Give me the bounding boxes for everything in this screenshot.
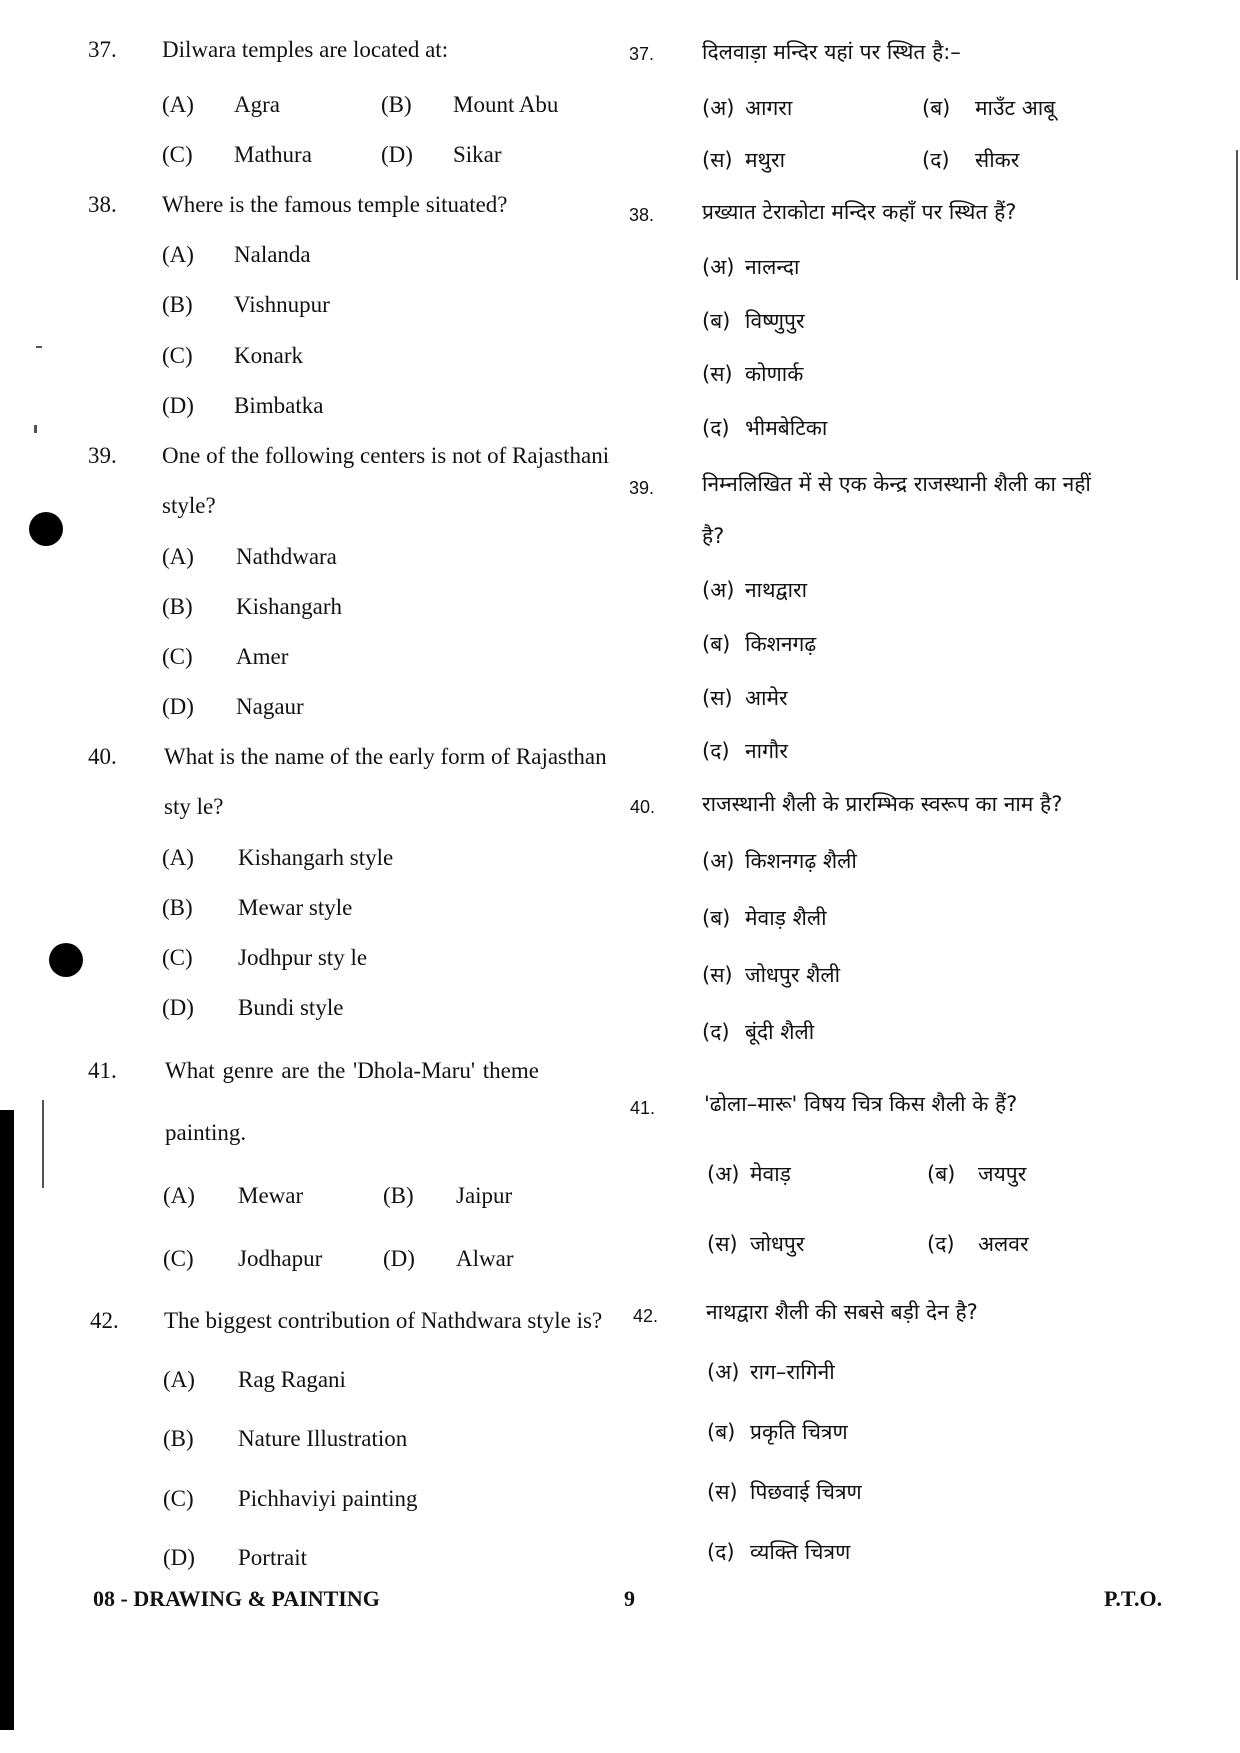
option-text: Bimbatka (234, 393, 324, 418)
option-text: जोधपुर शैली (745, 963, 841, 987)
page-number: 9 (624, 1586, 635, 1611)
option-label: (D) (162, 995, 194, 1020)
option-label: (ब) (702, 632, 731, 656)
question-text: दिलवाड़ा मन्दिर यहां पर स्थित है:– (702, 40, 961, 64)
option-label: (B) (381, 92, 412, 117)
option-text: Jodhapur (238, 1246, 323, 1271)
option-text: कोणार्क (745, 362, 804, 386)
question-text: 'ढोला–मारू' विषय चित्र किस शैली के हैं? (704, 1092, 1018, 1116)
option-text: व्यक्ति चित्रण (750, 1540, 851, 1564)
scan-speck (42, 1100, 44, 1188)
option-text: Nagaur (236, 694, 304, 719)
option-label: (द) (702, 739, 730, 763)
option-label: (अ) (707, 1360, 740, 1384)
option-text: Bundi style (238, 995, 344, 1020)
option-text: नागौर (745, 739, 788, 763)
option-label: (C) (162, 343, 193, 368)
option-text: Amer (236, 644, 289, 669)
option-label: (अ) (702, 96, 735, 120)
option-label: (द) (707, 1540, 735, 1564)
option-text: Jaipur (456, 1183, 513, 1208)
pto-label: P.T.O. (1104, 1586, 1163, 1611)
scan-speck (1236, 150, 1238, 280)
question-number: 41. (88, 1058, 117, 1083)
option-label: (स) (707, 1480, 738, 1504)
question-text-continued: painting. (165, 1120, 247, 1145)
footer-subject: 08 - DRAWING & PAINTING (93, 1586, 380, 1611)
option-text: Kishangarh (236, 594, 343, 619)
option-label: (B) (162, 292, 193, 317)
option-label: (स) (702, 963, 733, 987)
option-text: माउँट आबू (975, 96, 1056, 120)
question-text: What genre are the 'Dhola-Maru' theme (165, 1058, 539, 1083)
hole-punch-mark (29, 512, 63, 546)
option-text: Nalanda (234, 242, 311, 267)
option-label: (अ) (702, 578, 735, 602)
option-label: (A) (163, 1367, 195, 1392)
option-text: मेवाड़ शैली (745, 906, 827, 930)
option-label: (D) (383, 1246, 415, 1271)
option-text: सीकर (975, 148, 1020, 172)
question-number: 39. (629, 478, 655, 498)
option-text: Jodhpur sty le (238, 945, 368, 970)
option-label: (स) (702, 686, 733, 710)
question-number: 38. (88, 192, 117, 217)
option-label: (C) (162, 644, 193, 669)
question-number: 42. (633, 1306, 659, 1326)
option-label: (B) (383, 1183, 414, 1208)
option-text: Sikar (453, 142, 502, 167)
option-text: किशनगढ़ शैली (745, 849, 857, 873)
option-label: (स) (702, 362, 733, 386)
option-text: Mathura (234, 142, 312, 167)
question-text: One of the following centers is not of Rajasthani (162, 443, 610, 468)
option-label: (C) (162, 142, 193, 167)
option-label: (C) (163, 1486, 194, 1511)
option-label: (A) (162, 544, 194, 569)
scan-speck (36, 346, 42, 348)
option-label: (A) (162, 242, 194, 267)
option-text: बूंदी शैली (745, 1020, 815, 1044)
option-text: पिछवाई चित्रण (750, 1480, 862, 1504)
option-label: (B) (162, 594, 193, 619)
question-number: 40. (630, 797, 656, 817)
option-label: (ब) (707, 1420, 736, 1444)
option-text: नाथद्वारा (745, 578, 808, 602)
question-text-continued: sty le? (164, 794, 224, 819)
option-text: किशनगढ़ (745, 632, 817, 656)
question-text: नाथद्वारा शैली की सबसे बड़ी देन है? (706, 1300, 978, 1324)
option-text: Portrait (238, 1545, 307, 1570)
question-number: 39. (88, 443, 117, 468)
option-label: (अ) (702, 255, 735, 279)
question-text: The biggest contribution of Nathdwara style is? (164, 1308, 603, 1333)
option-text: Mount Abu (453, 92, 559, 117)
option-label: (ब) (922, 96, 951, 120)
option-text: Rag Ragani (238, 1367, 346, 1392)
question-number: 37. (88, 37, 117, 62)
left-edge-scan-shadow (0, 1110, 14, 1730)
option-text: अलवर (978, 1232, 1029, 1256)
option-text: Kishangarh style (238, 845, 394, 870)
question-number: 38. (629, 205, 655, 225)
option-text: मेवाड़ (750, 1162, 791, 1186)
option-text: भीमबेटिका (745, 416, 828, 440)
question-text: राजस्थानी शैली के प्रारम्भिक स्वरूप का नाम है? (702, 792, 1063, 816)
option-text: मथुरा (745, 148, 786, 172)
option-label: (B) (163, 1426, 194, 1451)
option-text: Mewar (238, 1183, 304, 1208)
option-label: (अ) (702, 849, 735, 873)
question-text: What is the name of the early form of Rajasthan (164, 744, 607, 769)
option-text: Nature Illustration (238, 1426, 408, 1451)
option-label: (ब) (927, 1162, 956, 1186)
scan-speck (34, 425, 37, 433)
option-label: (D) (381, 142, 413, 167)
option-text: Agra (234, 92, 280, 117)
option-label: (स) (702, 148, 733, 172)
question-text: प्रख्यात टेराकोटा मन्दिर कहाँ पर स्थित हैं? (702, 200, 1017, 224)
option-text: आगरा (745, 96, 793, 120)
option-label: (B) (162, 895, 193, 920)
option-text: प्रकृति चित्रण (750, 1420, 848, 1444)
option-label: (A) (162, 845, 194, 870)
option-text: Mewar style (238, 895, 353, 920)
question-text-continued: style? (162, 493, 216, 518)
option-label: (स) (707, 1232, 738, 1256)
option-text: Alwar (456, 1246, 514, 1271)
option-label: (ब) (702, 309, 731, 333)
option-text: आमेर (745, 686, 788, 710)
option-label: (C) (162, 945, 193, 970)
option-text: राग–रागिनी (750, 1360, 835, 1384)
option-label: (D) (162, 694, 194, 719)
question-text-continued: है? (702, 524, 725, 548)
option-text: जोधपुर (750, 1232, 805, 1256)
question-number: 41. (630, 1098, 656, 1118)
option-label: (A) (163, 1183, 195, 1208)
option-label: (द) (702, 1020, 730, 1044)
option-label: (द) (702, 416, 730, 440)
option-text: Pichhaviyi painting (238, 1486, 418, 1511)
option-label: (A) (162, 92, 194, 117)
option-text: जयपुर (978, 1162, 1027, 1186)
option-label: (अ) (707, 1162, 740, 1186)
option-text: विष्णुपुर (745, 309, 805, 333)
question-number: 37. (629, 44, 655, 64)
option-label: (द) (927, 1232, 955, 1256)
question-text: Where is the famous temple situated? (162, 192, 508, 217)
option-label: (द) (922, 148, 950, 172)
option-text: Vishnupur (234, 292, 330, 317)
option-text: Konark (234, 343, 303, 368)
option-label: (C) (163, 1246, 194, 1271)
option-text: नालन्दा (745, 255, 800, 279)
option-text: Nathdwara (236, 544, 337, 569)
question-number: 40. (88, 744, 117, 769)
hole-punch-mark (49, 943, 83, 977)
option-label: (ब) (702, 906, 731, 930)
option-label: (D) (163, 1545, 195, 1570)
question-text: निम्नलिखित में से एक केन्द्र राजस्थानी शैली का नहीं (702, 472, 1091, 496)
option-label: (D) (162, 393, 194, 418)
question-number: 42. (90, 1308, 119, 1333)
question-text: Dilwara temples are located at: (162, 37, 449, 62)
